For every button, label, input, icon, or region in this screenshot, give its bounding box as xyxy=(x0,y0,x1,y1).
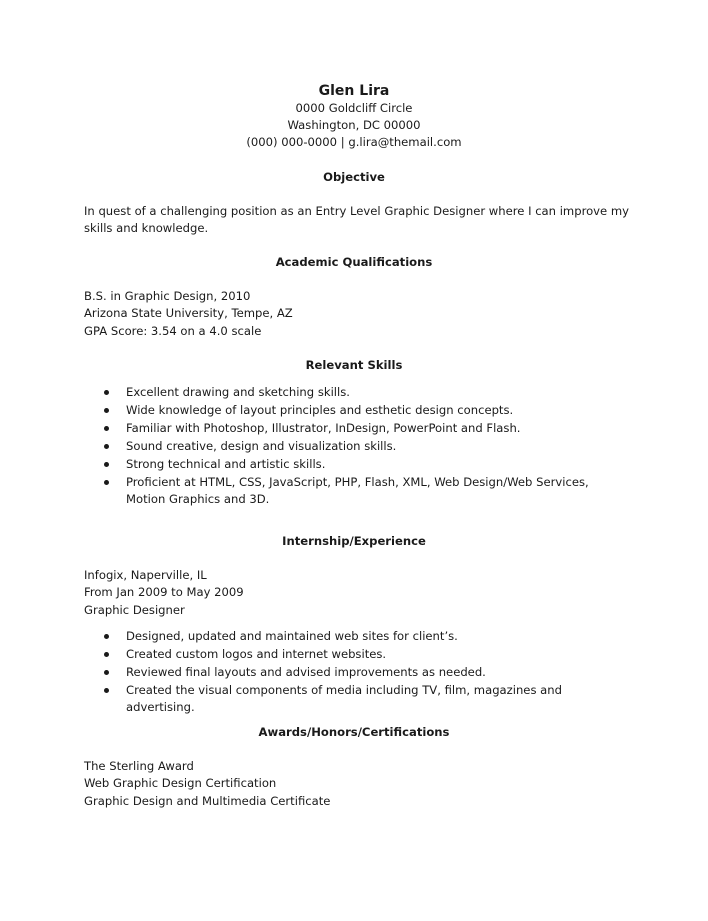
address-line-1: 0000 Goldcliff Circle xyxy=(295,101,413,115)
skills-list xyxy=(84,384,604,509)
duty-text: Reviewed final layouts and advised improvements as needed. xyxy=(126,664,486,679)
contact-info: (000) 000-0000 | g.lira@themail.com xyxy=(246,135,462,149)
bullet-icon xyxy=(104,480,109,485)
awards-list xyxy=(84,758,644,810)
bullet-icon xyxy=(104,426,109,431)
bullet-icon xyxy=(104,408,109,413)
duty-text: Created custom logos and internet websites. xyxy=(126,646,387,661)
award-item: Web Graphic Design Certification xyxy=(84,776,277,791)
internship-duties-list xyxy=(84,628,604,717)
bullet-icon xyxy=(104,688,109,693)
award-item: The Sterling Award xyxy=(84,759,194,773)
objective-text: In quest of a challenging position as an Entry Level Graphic Designer where I can improve my skills and knowledge. xyxy=(84,204,630,236)
internship-heading: Internship/Experience xyxy=(282,534,426,548)
internship-details xyxy=(84,567,644,619)
skill-text: Familiar with Photoshop, Illustrator, InDesign, PowerPoint and Flash. xyxy=(126,420,521,435)
applicant-name: Glen Lira xyxy=(318,83,390,99)
bullet-icon xyxy=(104,390,109,395)
award-item: Graphic Design and Multimedia Certificate xyxy=(84,793,331,808)
academic-school: Arizona State University, Tempe, AZ xyxy=(84,306,293,321)
list-item xyxy=(84,628,604,645)
internship-company: Infogix, Naperville, IL xyxy=(84,568,207,582)
academic-degree: B.S. in Graphic Design, 2010 xyxy=(84,289,251,303)
list-item xyxy=(84,438,604,455)
list-item xyxy=(84,402,604,419)
duty-text: Designed, updated and maintained web sites for client’s. xyxy=(126,629,458,643)
list-item xyxy=(84,664,604,681)
bullet-icon xyxy=(104,462,109,467)
bullet-icon xyxy=(104,670,109,675)
list-item xyxy=(84,474,604,509)
awards-heading: Awards/Honors/Certifications xyxy=(258,725,450,739)
bullet-icon xyxy=(104,652,109,657)
academic-heading: Academic Qualifications xyxy=(275,255,433,269)
list-item xyxy=(84,384,604,401)
list-item xyxy=(84,646,604,663)
skill-text: Strong technical and artistic skills. xyxy=(126,456,326,471)
internship-role: Graphic Designer xyxy=(84,602,185,617)
list-item xyxy=(84,456,604,473)
duty-text: Created the visual components of media including TV, film, magazines and advertising. xyxy=(126,682,562,715)
skill-text: Proficient at HTML, CSS, JavaScript, PHP, Flash, XML, Web Design/Web Services, Motion Graphics and 3D. xyxy=(126,474,589,507)
academic-details xyxy=(84,288,644,340)
list-item xyxy=(84,682,604,717)
academic-gpa: GPA Score: 3.54 on a 4.0 scale xyxy=(84,323,262,338)
skill-text: Excellent drawing and sketching skills. xyxy=(126,385,350,399)
skill-text: Sound creative, design and visualization skills. xyxy=(126,438,397,453)
list-item xyxy=(84,420,604,437)
objective-heading: Objective xyxy=(323,170,385,184)
bullet-icon xyxy=(104,634,109,639)
internship-dates: From Jan 2009 to May 2009 xyxy=(84,585,244,600)
address-line-2: Washington, DC 00000 xyxy=(287,118,421,132)
bullet-icon xyxy=(104,444,109,449)
skill-text: Wide knowledge of layout principles and esthetic design concepts. xyxy=(126,402,514,417)
skills-heading: Relevant Skills xyxy=(305,358,403,372)
